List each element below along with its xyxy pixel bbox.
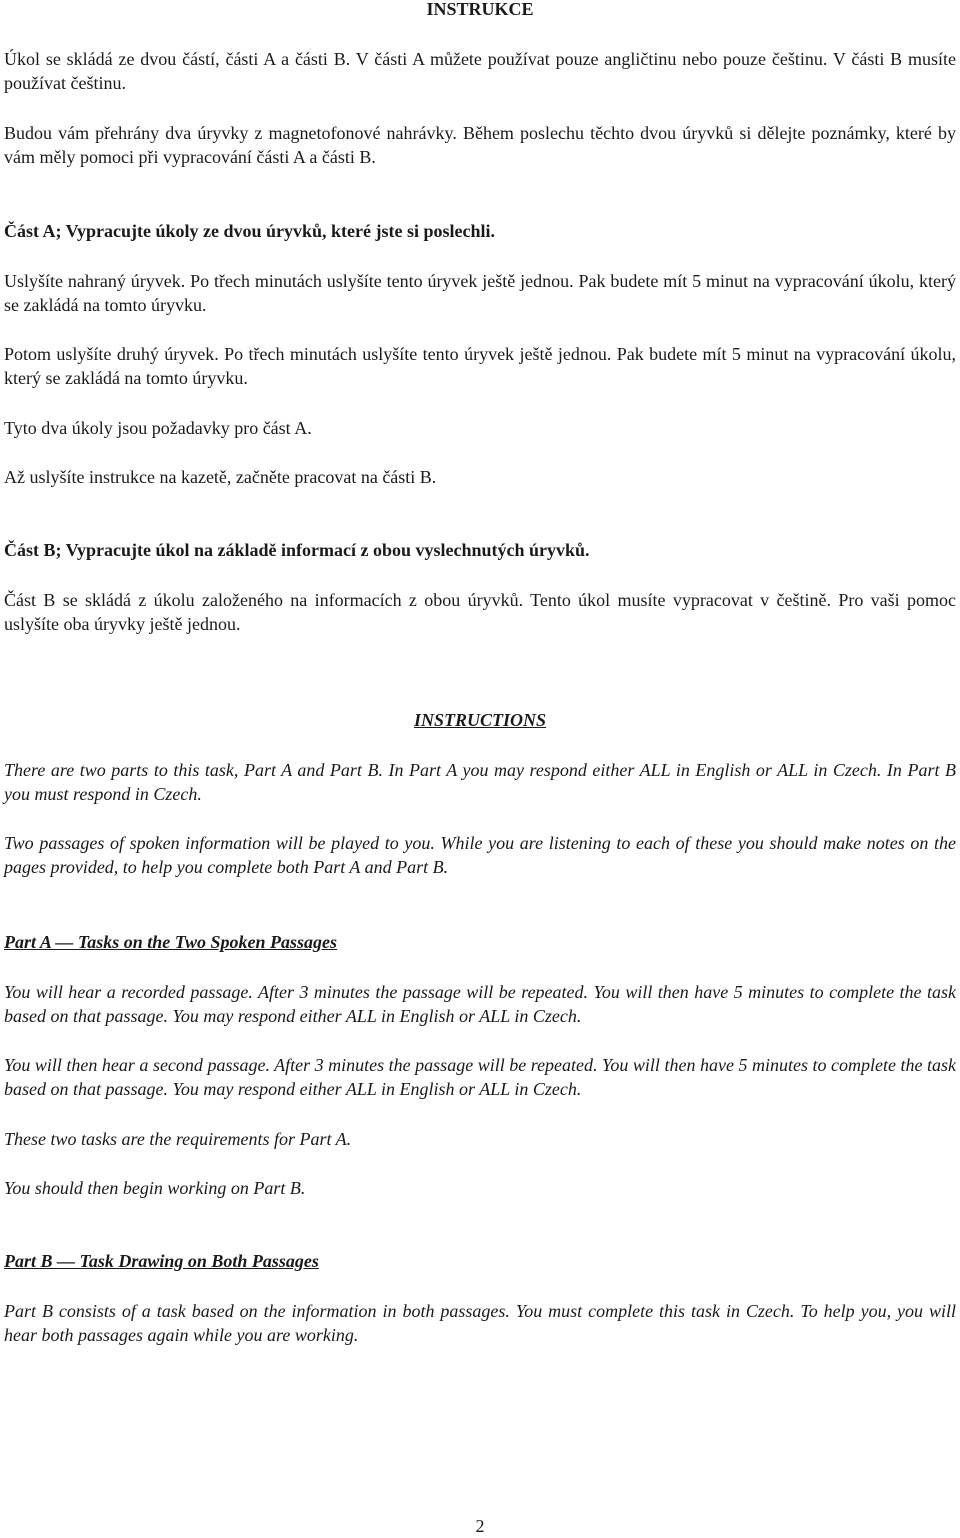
- english-part-b-heading: Part B — Task Drawing on Both Passages: [4, 1251, 319, 1271]
- czech-intro-paragraph-1: Úkol se skládá ze dvou částí, části A a části B. V části A můžete používat pouze angličtinu nebo pouze češtinu. V části B musíte používat češtinu.: [4, 49, 956, 93]
- czech-part-a-heading: Část A; Vypracujte úkoly ze dvou úryvků, které jste si poslechli.: [4, 221, 496, 241]
- czech-part-a-paragraph-3: Tyto dva úkoly jsou požadavky pro část A.: [4, 418, 312, 438]
- english-intro-paragraph-1: There are two parts to this task, Part A and Part B. In Part A you may respond either ALL in English or ALL in Czech. In Part B you must respond in Czech.: [4, 760, 956, 804]
- english-part-a-paragraph-4: You should then begin working on Part B.: [4, 1178, 306, 1198]
- english-title: INSTRUCTIONS: [413, 710, 547, 730]
- english-part-a-paragraph-1: You will hear a recorded passage. After 3 minutes the passage will be repeated. You will then have 5 minutes to complete the task based on that passage. You may respond either ALL in English or ALL in Czech.: [4, 982, 956, 1026]
- english-part-a-paragraph-3: These two tasks are the requirements for Part A.: [4, 1129, 352, 1149]
- czech-part-b-paragraph-1: Část B se skládá z úkolu založeného na informacích z obou úryvků. Tento úkol musíte vypracovat v češtině. Pro vaši pomoc uslyšíte oba úryvky ještě jednou.: [4, 590, 956, 634]
- english-intro-paragraph-2: Two passages of spoken information will be played to you. While you are listening to each of these you should make notes on the pages provided, to help you complete both Part A and Part B.: [4, 833, 956, 877]
- czech-part-a-paragraph-2: Potom uslyšíte druhý úryvek. Po třech minutách uslyšíte tento úryvek ještě jednou. Pak budete mít 5 minut na vypracování úkolu, který se zakládá na tomto úryvku.: [4, 344, 956, 388]
- english-part-b-paragraph-1: Part B consists of a task based on the information in both passages. You must complete this task in Czech. To help you, you will hear both passages again while you are working.: [4, 1301, 956, 1345]
- page-number: 2: [475, 1516, 485, 1536]
- czech-title: INSTRUKCE: [426, 0, 534, 19]
- english-part-a-paragraph-2: You will then hear a second passage. After 3 minutes the passage will be repeated. You will then have 5 minutes to complete the task based on that passage. You may respond either ALL in English or ALL in Czech.: [4, 1055, 956, 1099]
- czech-intro-paragraph-2: Budou vám přehrány dva úryvky z magnetofonové nahrávky. Během poslechu těchto dvou úryvků si dělejte poznámky, které by vám měly pomoci při vypracování části A a části B.: [4, 123, 956, 167]
- czech-part-a-paragraph-4: Až uslyšíte instrukce na kazetě, začněte pracovat na části B.: [4, 467, 437, 487]
- english-part-a-heading: Part A — Tasks on the Two Spoken Passages: [4, 932, 338, 952]
- czech-part-b-heading: Část B; Vypracujte úkol na základě informací z obou vyslechnutých úryvků.: [4, 540, 590, 560]
- czech-part-a-paragraph-1: Uslyšíte nahraný úryvek. Po třech minutách uslyšíte tento úryvek ještě jednou. Pak budete mít 5 minut na vypracování úkolu, který se zakládá na tomto úryvku.: [4, 271, 956, 315]
